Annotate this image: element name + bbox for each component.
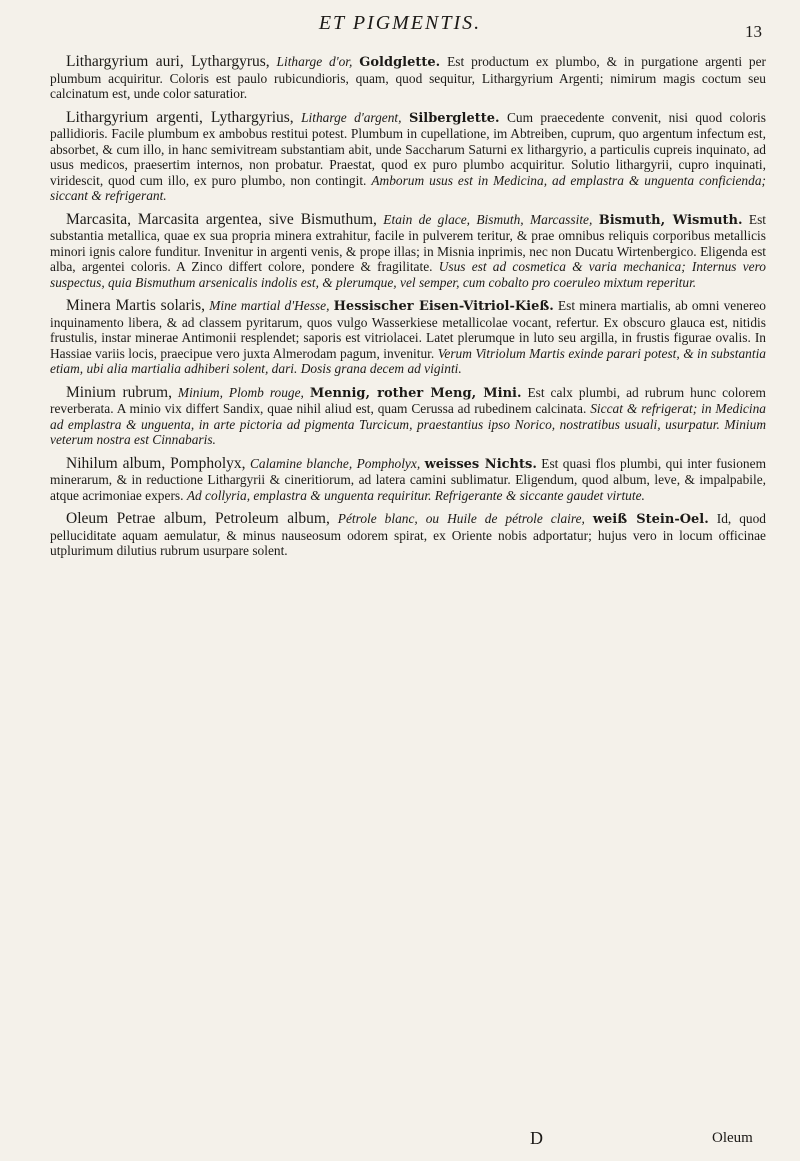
entry-french: Etain de glace, Bismuth, Marcassite, (383, 211, 593, 227)
catchword: Oleum (712, 1130, 753, 1146)
entry-german: Mennig, rother Meng, Mini. (309, 385, 522, 401)
signature-mark: D (530, 1128, 543, 1148)
entry-french: Litharge d'or, (276, 54, 353, 69)
page-number: 13 (745, 22, 762, 41)
entry-lead: Nihilum album, Pompholyx, (66, 454, 246, 472)
entry-french: Minium, Plomb rouge, (177, 384, 304, 400)
entry-marcasita (50, 212, 766, 291)
entry-lithargyrium-argenti (50, 110, 766, 204)
entry-french: Mine martial d'Hesse, (209, 298, 330, 313)
entry-text: Est calx plumbi, ad rubrum hunc colorem reverberata. A minio vix differt Sandix, quae nihil aliud est, quam Cerussa ad rubedinem calcinata. (50, 384, 766, 416)
entry-text: Est minera martialis, ab omni venereo inquinamento libera, & ad classem pyritarum, quos vulgo Wasserkiese metallicolae vocant, refertur. Ex obscuro glauca est, nitidis frustulis, instar minerae Antimonii resplendet; saporis est vitriolacei. Latet plerumque in luto seu argilla, in frustis figurae ovalis. In Hassiae variis locis, praecipue vero juxta Almerodam pagum, invenitur. (50, 298, 766, 361)
entry-note: Verum Vitriolum Martis exinde parari potest, & in substantia etiam, ubi alia martialia adhiberi solent, dari. Dosis grana decem ad viginti. (50, 345, 766, 376)
entry-text: Est quasi flos plumbi, qui inter fusionem minerarum, & in reductione Lithargyrii & cineritiorum, ad latera camini sublimatur. Eligendum, quod album, leve, & impalpabile, atque acrimoniae expers. (50, 455, 766, 503)
entry-minera-martis (50, 298, 766, 377)
entry-french: Calamine blanche, Pompholyx, (249, 455, 421, 471)
entry-minium (50, 385, 766, 448)
entry-german: Goldglette. (359, 55, 441, 70)
entry-text: Est productum ex plumbo, & in purgatione argenti per plumbum acquiritur. Coloris est paulo rubicundioris, quam, quod sequitur, Lithargyrium Argenti; nimirum magis coctum seu calcinatum est, unde color saturatior. (50, 54, 767, 101)
entry-note: Usus est ad cosmetica & varia mechanica; Internus vero suspectus, quia Bismuthum arsenicalis indolis est, & plerumque, vel semper, cum cobalto pro coeruleo mixtum reperitur. (50, 259, 766, 290)
entry-german: Silberglette. (408, 110, 500, 126)
entry-lead: Oleum Petrae album, Petroleum album, (66, 510, 330, 527)
body-text (50, 54, 766, 567)
entry-oleum-petrae (50, 511, 766, 559)
entry-lithargyrium-auri (50, 54, 766, 102)
entry-note: Ad collyria, emplastra & unguenta requiritur. Refrigerante & siccante gaudet virtute. (186, 487, 645, 503)
entry-text: Est substantia metallica, quae ex sua propria minera extrahitur, facile in pulverem teritur, & prae omnibus reliquis corporibus metallicis minori ignis calore funditur. Invenitur in argenti venis, & prope illas; in Misnia inprimis, nec non Ducatu Wirtenbergico. Eligenda est alba, argentei coloris. A Zinco differt colore, pondere & fragilitate. (50, 211, 767, 274)
entry-german: weisses Nichts. (424, 456, 537, 472)
entry-french: Litharge d'argent, (301, 109, 402, 125)
entry-lead: Lithargyrium argenti, Lythargyrius, (66, 108, 294, 126)
entry-lead: Marcasita, Marcasita argentea, sive Bismuthum, (66, 210, 377, 228)
entry-text: Cum praecedente convenit, nisi quod coloris pallidioris. Facile plumbum ex ambobus restitui potest. Plumbum in cupellatione, im Abtreiben, cuprum, quo argentum infectum est, absorbet, & cum illo, in hanc semivitream substantiam abit, unde Saccharum Saturni ex lithargyrio, a particulis cupreis inquinato, ad usus medicos, praesertim internos, non probatur. Praestat, quod ex puro plumbo acquiritur. Solutio lithargyrii, cupro inquinati, viridescit, quod cum illo, ex puro plumbo, non contingit. (50, 109, 766, 188)
entry-lead: Minium rubrum, (66, 383, 172, 401)
running-title: ET PIGMENTIS. (318, 12, 482, 34)
entry-german: Hessischer Eisen-Vitriol-Kieß. (333, 299, 554, 314)
entry-german: Bismuth, Wismuth. (598, 212, 743, 228)
entry-lead: Lithargyrium auri, Lythargyrus, (66, 53, 270, 70)
page-footer (0, 1128, 800, 1152)
entry-lead: Minera Martis solaris, (66, 297, 206, 314)
entry-text: Id, quod pelluciditate aquam aemulatur, & minus nauseosum odorem spirat, ex Oriente nobis adportatur; hujus vero in locum officinae utplurimum dilutius rubrum usurpare solent. (50, 511, 766, 558)
entry-note: Amborum usus est in Medicina, ad emplastra & unguenta conficienda; siccant & refrigerant. (50, 172, 766, 203)
entry-french: Pétrole blanc, ou Huile de pétrole claire, (337, 511, 585, 526)
entry-german: weiß Stein-Oel. (592, 512, 709, 527)
entry-note: Siccat & refrigerat; in Medicina ad emplastra & unguenta, in arte pictoria ad pigmenta Turcicum, praestantius ipso Norico, nostratibus usuali, usurpatur. Minium veterum nostra est Cinnabaris. (50, 401, 766, 447)
entry-nihilum-album (50, 456, 766, 504)
